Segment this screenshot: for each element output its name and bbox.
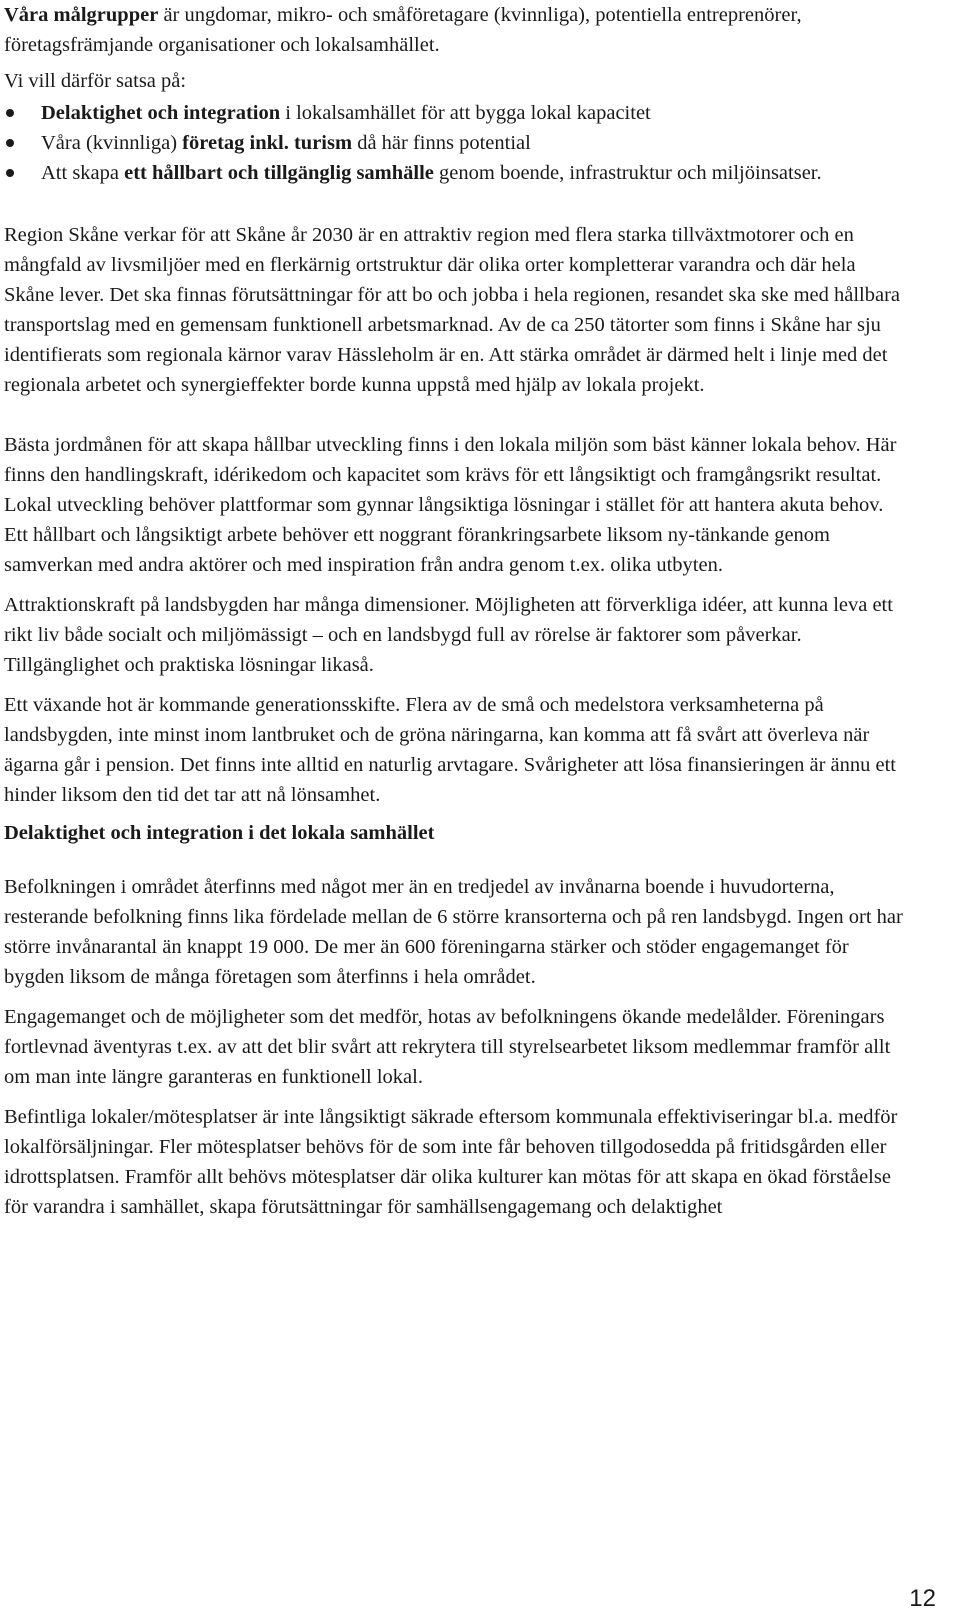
bullet-dot-icon (6, 139, 14, 147)
bullet-dot-icon (6, 109, 14, 117)
bullet-list (4, 98, 904, 188)
intro-lead-bold: Våra målgrupper (4, 4, 159, 26)
befolkning-paragraph: Befolkningen i området återfinns med något mer än en tredjedel av invånarna boende i huvudorterna, resterande befolkning finns lika fördelade mellan de 6 större kransorterna och på ren landsbygd. Ingen ort har större invånarantal än knappt 19 000. De mer än 600 föreningarna stärker och stöder engagemanget för bygden liksom de många företagen som återfinns i hela området. (4, 876, 903, 988)
bullet-text-post: i lokalsamhället för att bygga lokal kapacitet (280, 102, 651, 124)
bullet-dot-icon (6, 169, 14, 177)
bullet-text-bold: Delaktighet och integration (41, 102, 281, 124)
region-paragraph: Region Skåne verkar för att Skåne år 2030 är en attraktiv region med flera starka tillväxtmotorer och en mångfald av livsmiljöer med en flerkärnig ortstruktur där olika orter kompletterar varandra och där hela Skåne lever. Det ska finnas förutsättningar för att bo och jobba i hela regionen, resandet ska ske med hållbara transportslag med en gemensam funktionell arbetsmarknad. Av de ca 250 tätorter som finns i Skåne har sju identifierats som regionala kärnor varav Hässleholm är en. Att stärka området är därmed helt i linje med det regionala arbetet och synergieffekter borde kunna uppstå med hjälp av lokala projekt. (4, 224, 901, 396)
bullet-item (4, 98, 904, 128)
bullet-item (4, 128, 904, 158)
document-page (4, 0, 904, 1222)
intro-paragraph (4, 0, 904, 60)
vi-vill-line: Vi vill därför satsa på: (4, 70, 187, 92)
hot-paragraph: Ett växande hot är kommande generationsskifte. Flera av de små och medelstora verksamheterna på landsbygden, inte minst inom lantbruket och de gröna näringarna, kan komma att få svårt att överleva när ägarna går i pension. Det finns inte alltid en naturlig arvtagare. Svårigheter att lösa finansieringen är ännu ett hinder liksom den tid det tar att nå lönsamhet. (4, 694, 897, 806)
bullet-text-bold: ett hållbart och tillgänglig samhälle (124, 162, 434, 184)
section-heading: Delaktighet och integration i det lokala samhället (4, 822, 435, 844)
bullet-text-pre: Våra (kvinnliga) (41, 132, 183, 154)
bullet-text-post: då här finns potential (352, 132, 531, 154)
intro-lead-rest: är ungdomar, mikro- och småföretagare (kvinnliga), potentiella entreprenörer, företagsfrämjande organisationer och lokalsamhället. (4, 4, 802, 56)
bullet-text-post: genom boende, infrastruktur och miljöinsatser. (433, 162, 822, 184)
bullet-text-bold: företag inkl. turism (182, 132, 353, 154)
attraktion-paragraph: Attraktionskraft på landsbygden har många dimensioner. Möjligheten att förverkliga idéer, att kunna leva ett rikt liv både socialt och miljömässigt – och en landsbygd full av rörelse är faktorer som påverkar. Tillgänglighet och praktiska lösningar likaså. (4, 594, 893, 676)
bullet-item (4, 158, 904, 188)
lokaler-paragraph: Befintliga lokaler/mötesplatser är inte långsiktigt säkrade eftersom kommunala effektiviseringar bl.a. medför lokalförsäljningar. Fler mötesplatser behövs för de som inte får behoven tillgodosedda på fritidsgården eller idrottsplatsen. Framför allt behövs mötesplatser där olika kulturer kan mötas för att skapa en ökad förståelse för varandra i samhället, skapa förutsättningar för samhällsengagemang och delaktighet (4, 1106, 898, 1218)
engagemang-paragraph: Engagemanget och de möjligheter som det medför, hotas av befolkningens ökande medelålder. Föreningars fortlevnad äventyras t.ex. av att det blir svårt att rekrytera till styrelsearbetet liksom medlemmar framför allt om man inte längre garanteras en funktionell lokal. (4, 1006, 891, 1088)
page-number: 12 (909, 1585, 936, 1612)
bullet-text-pre: Att skapa (41, 162, 125, 184)
basta-paragraph: Bästa jordmånen för att skapa hållbar utveckling finns i den lokala miljön som bäst känner lokala behov. Här finns den handlingskraft, idérikedom och kapacitet som krävs för ett långsiktigt och framgångsrikt resultat. Lokal utveckling behöver plattformar som gynnar långsiktiga lösningar i stället för att hantera akuta behov. Ett hållbart och långsiktigt arbete behöver ett noggrant förankringsarbete liksom ny-tänkande genom samverkan med andra aktörer och med inspiration från andra genom t.ex. olika utbyten. (4, 434, 897, 576)
